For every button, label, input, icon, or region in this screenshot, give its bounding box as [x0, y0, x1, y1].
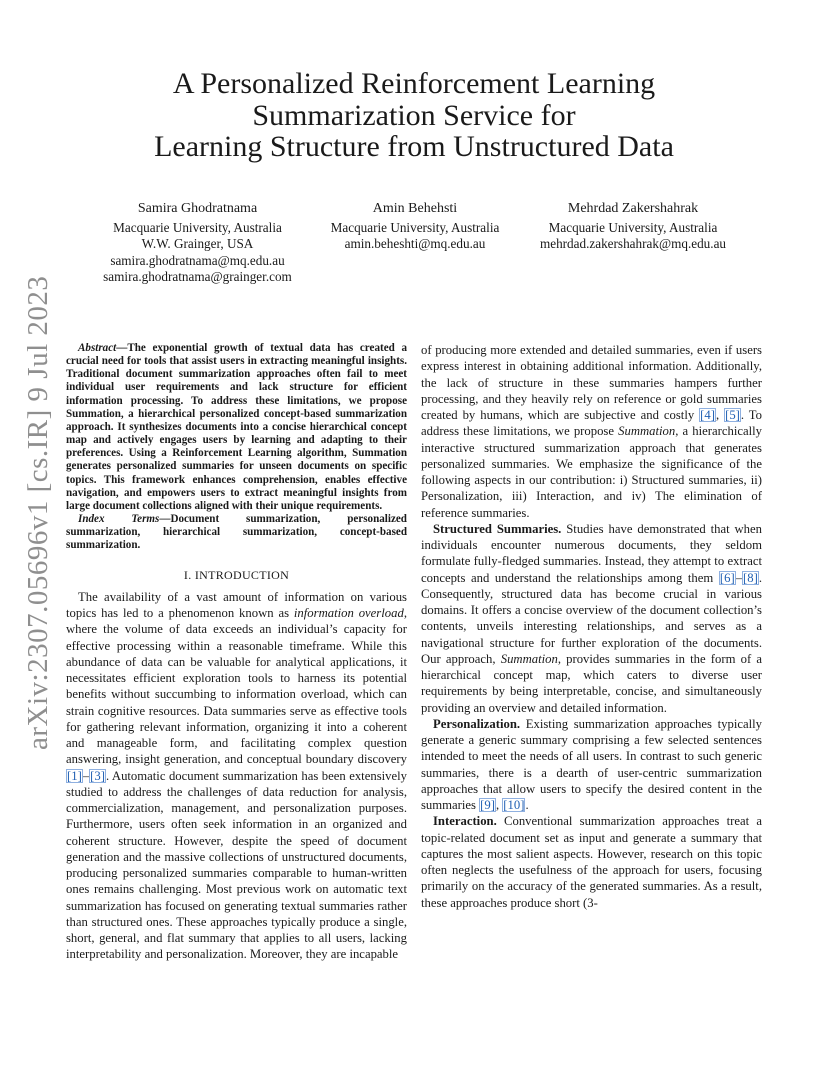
author-email: mehrdad.zakershahrak@mq.edu.au: [539, 236, 727, 252]
citation-link[interactable]: [8]: [743, 570, 758, 585]
text-run: . Automatic document summarization has been extensively studied to address the challenges of data reduction for analysis, commercialization, management, and personalization purposes. Furthermore, users often seek information in an organized and coherent structure. However, despite the speed of document generation and the massive collections of unstructured documents, producing personalized summaries comparable to human-written ones remains challenging. Most previous work on automatic text summarization has focused on generating textual summaries rather than structured ones. These approaches typically produce a single, short, general, and flat summary that applies to all users, lacking interpretability and personalization. Moreover, they are incapable: [66, 768, 407, 962]
section-number: I.: [183, 567, 192, 582]
author-affiliation: Macquarie University, Australia: [330, 219, 500, 235]
citation-link[interactable]: [10]: [503, 798, 525, 812]
text-run: ,: [495, 798, 503, 812]
index-terms-text: —Document summarization, personalized summarization, hierarchical summarization, concept-based summarization.: [66, 513, 407, 552]
section-heading-introduction: [66, 567, 407, 583]
paper-title: [60, 68, 768, 163]
right-column: [421, 342, 762, 911]
author-name: Amin Behehsti: [372, 201, 458, 216]
index-terms-label: Index Terms: [78, 513, 160, 526]
author-affiliation: Macquarie University, Australia: [548, 219, 718, 235]
title-line-1: A Personalized Reinforcement Learning: [172, 67, 656, 100]
citation-link[interactable]: [1]: [67, 768, 82, 783]
author-block-2: [320, 201, 510, 253]
paragraph-lead: Interaction.: [433, 814, 497, 829]
text-run: –: [735, 570, 743, 585]
citation-link[interactable]: [5]: [725, 408, 740, 422]
abstract: [66, 342, 407, 513]
abstract-label: Abstract: [78, 342, 117, 354]
interaction-paragraph: [421, 813, 762, 911]
citation-link[interactable]: [9]: [480, 798, 495, 812]
text-run: Existing summarization approaches typically generate a generic summary comprising a few selected sentences intended to meet the needs of all users. In contrast to such generic summaries, there is a dearth of user-centric summarization approaches that allow users to specify the desired content in the summaries: [421, 716, 762, 812]
text-run: .: [525, 798, 529, 812]
title-line-3: Learning Structure from Unstructured Data: [154, 130, 674, 163]
paragraph-lead: Structured Summaries.: [433, 521, 562, 536]
author-affiliation: Macquarie University, Australia: [113, 219, 282, 235]
index-terms: [66, 513, 407, 552]
author-name: Mehrdad Zakershahrak: [567, 201, 699, 216]
text-run: . To address these limitations, we propose: [421, 408, 762, 439]
author-email: amin.beheshti@mq.edu.au: [344, 236, 486, 252]
section-title-initial: I: [194, 567, 200, 582]
paragraph-lead: Personalization.: [433, 716, 521, 731]
author-affiliation: W.W. Grainger, USA: [141, 236, 254, 252]
text-run: , provides summaries in the form of a hierarchical concept map, which caters to diverse user requirements by being interpretable, concise, and simultaneously providing an overview and detailed information.: [421, 651, 762, 715]
text-run: ,: [715, 408, 725, 422]
text-run: of producing more extended and detailed summaries, even if users express interest in obtaining additional information. Additionally, the lack of structure in these summaries hampers further processing, and they heavily rely on reference or gold summaries created by humans, which are subjective and costly: [421, 343, 762, 422]
emphasis-text: Summation: [500, 651, 558, 666]
title-line-2: Summarization Service for: [252, 98, 576, 132]
emphasis-text: information overload: [293, 606, 404, 620]
author-email: samira.ghodratnama@mq.edu.au: [110, 252, 285, 268]
emphasis-text: Summation: [618, 424, 676, 439]
personalization-paragraph: [421, 716, 762, 814]
author-block-3: [527, 201, 739, 253]
section-title-rest: NTRODUCTION: [199, 567, 290, 582]
intro-paragraph-1-continued: [421, 342, 762, 521]
author-block-1: [95, 201, 300, 286]
text-run: The availability of a vast amount of information on various topics has led to a phenomenon known as: [66, 589, 407, 620]
text-run: Conventional summarization approaches treat a topic-related document set as input and generate a summary that captures the most salient aspects. However, research on this topic often neglects the usefulness of the approach for users, focusing primarily on the accuracy of the generated summaries. As a result, these approaches produce short (3-: [421, 814, 762, 910]
arxiv-stamp: arXiv:2307.05696v1 [cs.IR] 9 Jul 2023: [22, 275, 54, 750]
citation-link[interactable]: [6]: [719, 570, 735, 585]
citation-link[interactable]: [3]: [90, 768, 105, 783]
author-email: samira.ghodratnama@grainger.com: [103, 269, 292, 285]
intro-paragraph-1: [66, 589, 407, 963]
text-run: –: [82, 768, 90, 783]
citation-link[interactable]: [4]: [700, 408, 715, 422]
text-run: , where the volume of data exceeds an individual’s capacity for effective processing within a reasonable timeframe. While this abundance of data can be valuable for analytical applications, it necessitates efficient exploration tools to harness its potential benefits without succumbing to information overload, which can strain cognitive resources. Data summaries serve as effective tools for gathering relevant information, organizing it into a coherent and manageable form, and facilitating complex question answering, insight generation, and conceptual boundary discovery: [66, 606, 407, 767]
author-name: Samira Ghodratnama: [137, 201, 258, 216]
text-run: Studies have demonstrated that when individuals encounter numerous documents, they seldom formulate fully-fledged summaries. Instead, they attempt to extract concepts and understand the relationships among them: [421, 521, 762, 585]
text-run: . Consequently, structured data has become crucial in various domains. It offers a concise overview of the document collection’s contents, unveils interesting relationships, and serves as a navigational structure for further exploration of the documents. Our approach,: [421, 570, 762, 666]
structured-summaries-paragraph: [421, 521, 762, 716]
abstract-text: —The exponential growth of textual data has created a crucial need for tools that assist users in extracting meaningful insights. Traditional document summarization approaches often fail to meet individual user requirements and lack structure for efficient information processing. To address these limitations, we propose Summation, a hierarchical personalized concept-based summarization approach. It synthesizes documents into a concise hierarchical concept map and actively engages users by learning and adapting to their preferences. Using a Reinforcement Learning algorithm, Summation generates personalized summaries for unseen documents on specific topics. This framework enhances comprehension, enables effective navigation, and empowers users to extract meaningful insights from large document collections aligned with their unique requirements.: [66, 342, 407, 512]
text-run: , a hierarchically interactive structured summarization approach that generates personalized summaries. We emphasize the significance of the following aspects in our contribution: i) Structured summaries, ii) Personalization, iii) Interaction, and iv) The elimination of reference summaries.: [421, 424, 762, 520]
left-column: [66, 342, 407, 963]
